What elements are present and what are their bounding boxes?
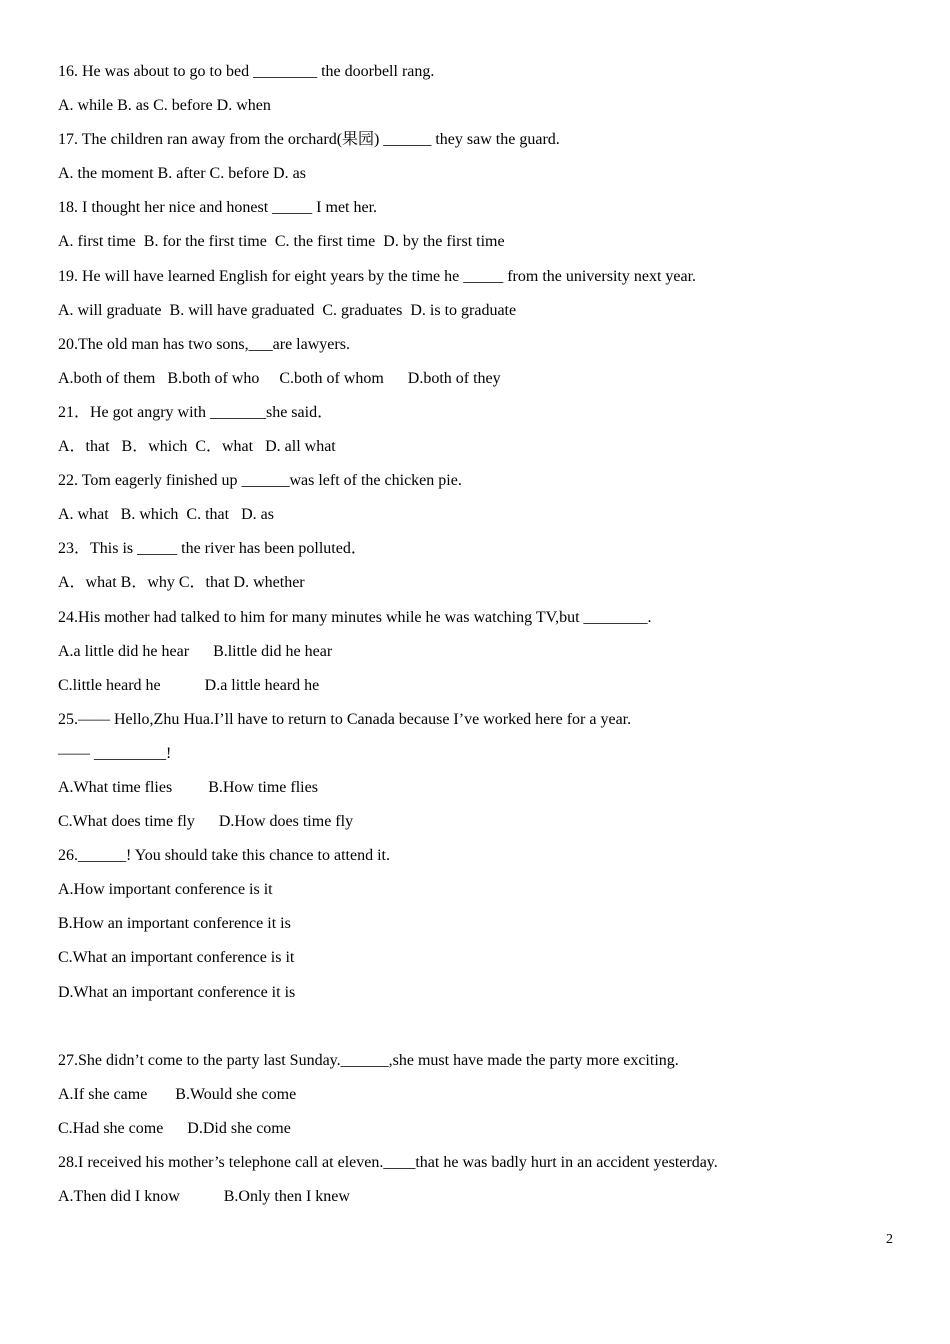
question-24-options-cd: C.little heard he D.a little heard he <box>58 676 320 694</box>
question-19-stem: 19. He will have learned English for eight years by the time he _____ from the university next year. <box>58 267 697 285</box>
question-22-options: A. what B. which C. that D. as <box>58 506 274 524</box>
question-25-reply: —— _________! <box>58 744 172 762</box>
question-27-options-ab: A.If she came B.Would she come <box>58 1085 297 1103</box>
question-22-stem: 22. Tom eagerly finished up ______was left of the chicken pie. <box>58 472 462 490</box>
question-26-option-a: A.How important conference is it <box>58 881 273 899</box>
question-19-options: A. will graduate B. will have graduated C. graduates D. is to graduate <box>58 301 517 319</box>
question-26-stem: 26.______! You should take this chance to attend it. <box>58 847 390 865</box>
question-16-options: A. while B. as C. before D. when <box>58 97 271 115</box>
question-21-stem: 21．He got angry with _______she said． <box>58 403 334 421</box>
question-26-option-c: C.What an important conference is it <box>58 949 295 967</box>
page-number: 2 <box>886 1232 893 1247</box>
question-18-options: A. first time B. for the first time C. the first time D. by the first time <box>58 233 505 251</box>
question-18-stem: 18. I thought her nice and honest _____ I met her. <box>58 199 378 217</box>
question-20-options: A.both of them B.both of who C.both of whom D.both of they <box>58 369 501 387</box>
question-27-stem: 27.She didn’t come to the party last Sunday.______,she must have made the party more exciting. <box>58 1051 679 1069</box>
question-26-option-b: B.How an important conference it is <box>58 915 291 933</box>
question-20-stem: 20.The old man has two sons,___are lawyers. <box>58 335 350 353</box>
blank-line <box>58 1015 918 1049</box>
question-25-stem: 25.—— Hello,Zhu Hua.I’ll have to return to Canada because I’ve worked here for a year. <box>58 710 632 728</box>
question-28-options-ab: A.Then did I know B.Only then I knew <box>58 1188 350 1206</box>
question-28-stem: 28.I received his mother’s telephone call at eleven.____that he was badly hurt in an accident yesterday. <box>58 1154 718 1171</box>
question-26-option-d: D.What an important conference it is <box>58 983 296 1001</box>
question-16-stem: 16. He was about to go to bed ________ the doorbell rang. <box>58 63 435 80</box>
question-25-options-ab: A.What time flies B.How time flies <box>58 778 318 796</box>
question-23-options: A．what B．why C．that D. whether <box>58 574 305 592</box>
question-17-stem: 17. The children ran away from the orchard(果园) ______ they saw the guard. <box>58 131 560 149</box>
question-17-options: A. the moment B. after C. before D. as <box>58 165 306 183</box>
question-list <box>58 60 918 1219</box>
question-24-options-ab: A.a little did he hear B.little did he hear <box>58 642 333 660</box>
question-23-stem: 23．This is _____ the river has been polluted． <box>58 540 367 558</box>
question-21-options: A．that B．which C．what D. all what <box>58 438 336 456</box>
question-25-options-cd: C.What does time fly D.How does time fly <box>58 813 354 831</box>
question-24-stem: 24.His mother had talked to him for many minutes while he was watching TV,but ________. <box>58 608 652 626</box>
question-27-options-cd: C.Had she come D.Did she come <box>58 1119 291 1137</box>
